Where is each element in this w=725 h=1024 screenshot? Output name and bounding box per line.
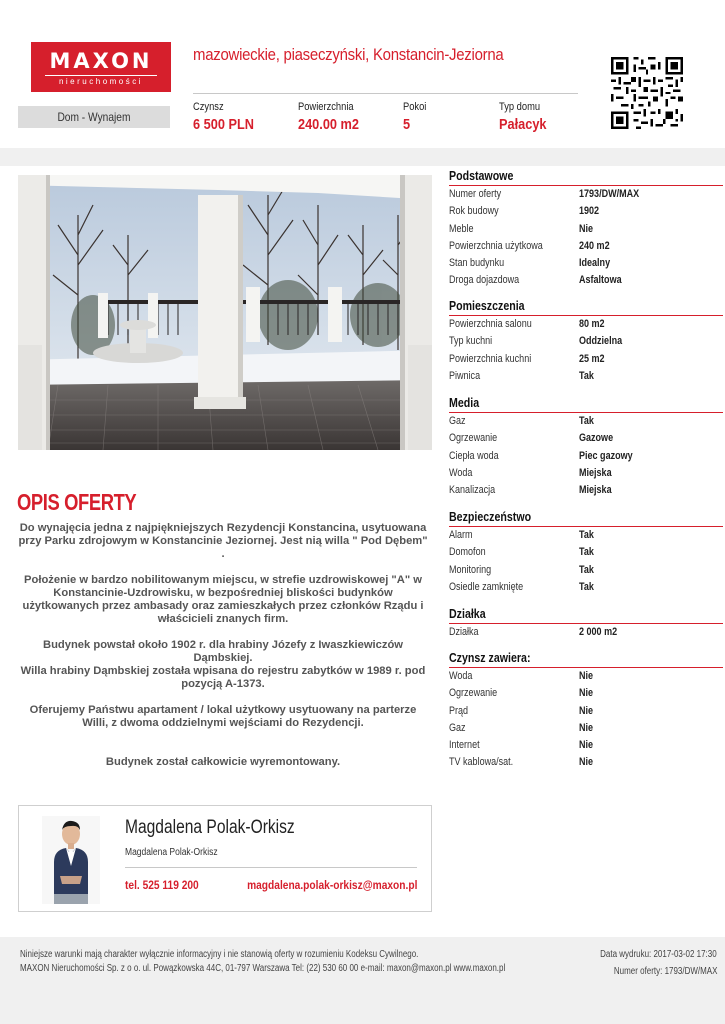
spec-key: Ogrzewanie [449,432,498,445]
spec-value: Tak [579,529,594,541]
section-title: Działka [449,607,486,621]
spec-key: Woda [449,670,473,682]
spec-row [449,482,723,499]
footer-disclaimer: Niniejsze warunki mają charakter wyłącznie informacyjny i nie stanowią oferty w rozumieniu Kodeksu Cywilnego. [20,949,419,960]
spec-key: Gaz [449,415,466,427]
spec-row [449,448,723,465]
footer-offer-number: Numer oferty: 1793/DW/MAX [613,966,717,977]
section-title: Bezpieczeństwo [449,510,532,524]
spec-row [449,754,723,771]
stat-rooms-label: Pokoi [403,101,427,113]
spec-key: Prąd [449,704,469,717]
spec-value: Tak [579,580,594,593]
spec-value: Nie [579,756,594,769]
spec-value: Tak [579,369,594,382]
description-paragraph: Budynek został całkowicie wyremontowany. [105,756,341,768]
section-basic [449,169,723,290]
spec-key: Powierzchnia salonu [449,318,532,330]
spec-value: 1902 [579,205,600,218]
spec-key: Piwnica [449,369,481,382]
spec-key: Monitoring [449,563,492,576]
logo-subtext: nieruchomości [58,77,144,86]
spec-value: 2 000 m2 [579,626,618,638]
spec-key: Alarm [449,529,473,541]
spec-row [449,413,723,430]
spec-key: Internet [449,739,480,752]
spec-key: Powierzchnia użytkowa [449,239,543,252]
header [0,0,725,148]
stat-rent-label: Czynsz [193,101,224,113]
description-paragraph: Położenie w bardzo nobilitowanym miejscu, w strefie uzdrowiskowej "A" w Konstancinie-Uzdrowisku, w bezpośredniej bliskości budynków użytkowanych przez ambasady oraz zamieszkałych przez członków Rządu i właścicieli znanych firm. [22,574,424,625]
spec-value: Miejska [579,484,612,497]
spec-value: Nie [579,721,594,734]
spec-key: Stan budynku [449,257,505,270]
agent-phone-link[interactable]: tel. 525 119 200 [125,878,199,892]
spec-row [449,624,723,641]
spec-row [449,737,723,754]
spec-value: Tak [579,546,594,559]
section-media [449,396,723,499]
stat-house-type-value: Pałacyk [499,116,547,133]
spec-value: Gazowe [579,432,614,445]
spec-row [449,430,723,447]
spec-row [449,186,723,203]
spec-value: 1793/DW/MAX [579,188,640,200]
spec-key: Osiedle zamknięte [449,580,524,593]
spec-value: Nie [579,704,594,717]
spec-row [449,221,723,238]
stat-area-value: 240.00 m2 [298,116,359,133]
description-paragraph: Budynek powstał około 1902 r. dla hrabiny Józefy z Iwaszkiewiczów Dąmbskiej. Willa hrabiny Dąmbskiej została wpisana do rejestru zabytków w 1989 r. pod pozycją A-1373. [20,639,426,690]
spec-value: Nie [579,739,594,752]
stat-rent [193,101,265,133]
spec-row [449,238,723,255]
offer-type-badge [18,106,170,128]
spec-key: Gaz [449,721,466,734]
spec-key: Droga dojazdowa [449,274,520,287]
spec-value: Asfaltowa [579,274,622,287]
spec-value: Nie [579,687,594,700]
description-paragraph: Oferujemy Państwu apartament / lokal użytkowy usytuowany na parterze Willi, z dwoma oddzielnymi wejściami do Rezydencji. [29,704,417,729]
section-title: Podstawowe [449,169,514,183]
stat-area-label: Powierzchnia [298,101,354,113]
offer-type-label: Dom - Wynajem [57,110,131,124]
agent-email-link[interactable]: magdalena.polak-orkisz@maxon.pl [246,878,417,892]
spec-row [449,668,723,685]
spec-key: TV kablowa/sat. [449,756,514,769]
spec-value: Tak [579,563,594,576]
spec-row [449,333,723,350]
spec-key: Meble [449,222,474,235]
spec-row [449,351,723,368]
description-title: OPIS OFERTY [17,489,137,515]
header-divider [193,93,578,94]
stat-rent-value: 6 500 PLN [193,116,254,133]
footer [0,937,725,1024]
spec-key: Woda [449,466,473,479]
description-paragraph: Do wynajęcia jedna z najpiękniejszych Rezydencji Konstancina, usytuowana przy Parku zdrojowym w Konstancinie Jeziornej. Jest nią willa " Pod Dębem" . [18,522,428,560]
spec-key: Działka [449,626,479,638]
agent-name: Magdalena Polak-Orkisz [125,817,295,838]
section-title: Czynsz zawiera: [449,651,531,665]
spec-value: Nie [579,670,594,682]
agent-divider [125,867,417,868]
spec-key: Rok budowy [449,205,499,218]
property-photo[interactable] [18,175,432,450]
spec-row [449,562,723,579]
stat-rooms [403,101,431,133]
spec-row [449,255,723,272]
spec-row [449,368,723,385]
spec-value: Tak [579,415,594,427]
spec-key: Powierzchnia kuchni [449,352,532,365]
spec-key: Ciepła woda [449,449,499,462]
section-title: Pomieszczenia [449,299,525,313]
section-rooms [449,299,723,385]
spec-row [449,703,723,720]
spec-row [449,544,723,561]
section-title: Media [449,396,480,410]
stat-rooms-value: 5 [403,116,411,133]
spec-value: 80 m2 [579,318,605,330]
stat-house-type [499,101,555,133]
stat-house-type-label: Typ domu [499,101,541,113]
spec-row [449,527,723,544]
maxon-logo[interactable] [31,42,171,92]
spec-key: Domofon [449,546,486,559]
spec-key: Numer oferty [449,188,502,200]
spec-value: 240 m2 [579,239,610,252]
spec-key: Ogrzewanie [449,687,498,700]
offer-location: mazowieckie, piaseczyński, Konstancin-Jeziorna [193,45,504,64]
spec-row [449,720,723,737]
spec-value: Miejska [579,466,612,479]
stat-area [298,101,370,133]
spec-row [449,685,723,702]
agent-avatar [42,816,100,904]
spec-value: 25 m2 [579,352,605,365]
footer-print-date: Data wydruku: 2017-03-02 17:30 [600,949,717,960]
spec-row [449,316,723,333]
qr-code-icon[interactable] [611,57,683,129]
agent-subtitle: Magdalena Polak-Orkisz [125,847,218,858]
spec-row [449,465,723,482]
spec-value: Idealny [579,257,611,270]
spec-key: Kanalizacja [449,484,496,497]
description-body [18,522,428,782]
spec-value: Oddzielna [579,335,623,348]
logo-text: MAXON [49,49,153,73]
footer-company-info: MAXON Nieruchomości Sp. z o o. ul. Powązkowska 44C, 01-797 Warszawa Tel: (22) 530 60 00 e-mail: maxon@maxon.pl www.maxon.pl [20,963,506,974]
spec-row [449,272,723,289]
spec-row [449,579,723,596]
spec-value: Piec gazowy [579,449,633,462]
agent-card [18,805,432,912]
section-rent-includes [449,651,723,772]
spec-row [449,203,723,220]
spec-value: Nie [579,222,594,235]
section-security [449,510,723,596]
section-plot [449,607,723,641]
spec-key: Typ kuchni [449,335,493,348]
header-band [0,148,725,166]
